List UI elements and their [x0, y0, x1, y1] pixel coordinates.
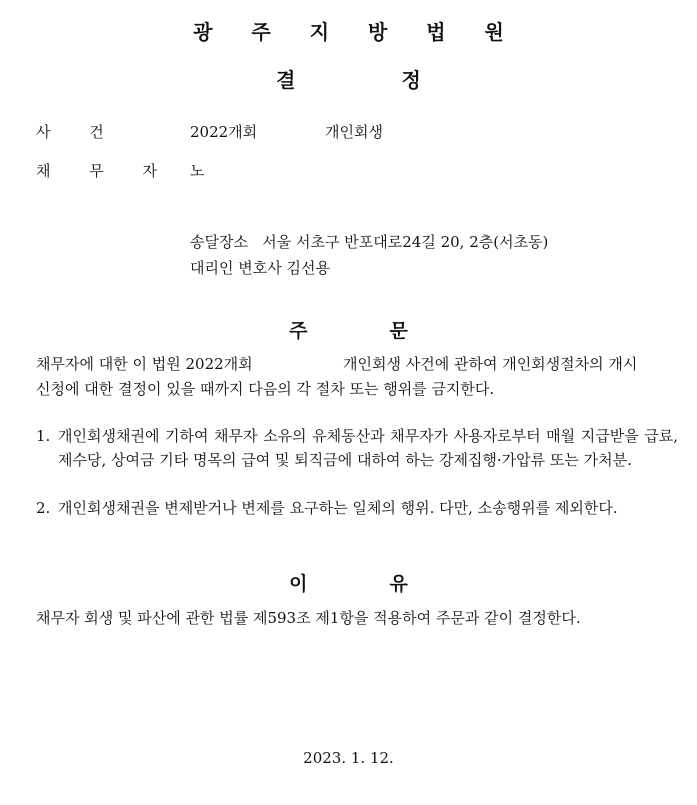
order-intro-part1: 채무자에 대한 이 법원 2022개회: [36, 355, 253, 373]
decision-title: [0, 64, 697, 93]
debtor-name: 노: [190, 162, 205, 180]
case-number: 2022개회: [190, 123, 258, 141]
order-item-text: 개인회생채권에 기하여 채무자 소유의 유체동산과 채무자가 사용자로부터 매월 지급받을 급료, 제수당, 상여금 기타 명목의 급여 및 퇴직금에 대하여 하는 강제집행·가압류 또는 가처분.: [58, 427, 678, 469]
order-item-2: [36, 496, 678, 520]
service-address-value: 서울 서초구 반포대로24길 20, 2층(서초동): [262, 233, 549, 251]
reason-title-right: 유: [389, 573, 408, 595]
order-section-title: [0, 316, 697, 343]
order-intro-line2: 신청에 대한 결정이 있을 때까지 다음의 각 절차 또는 행위를 금지한다.: [36, 380, 495, 398]
reason-title-left: 이: [289, 573, 308, 595]
decision-title-left: 결: [276, 68, 296, 92]
order-intro-part2: 개인회생 사건에 관하여 개인회생절차의 개시: [343, 355, 638, 373]
reason-section-title: [0, 569, 697, 596]
service-address-label: 송달장소: [190, 233, 248, 251]
case-label: 사 건: [36, 123, 121, 141]
decision-date: 2023. 1. 12.: [303, 749, 394, 767]
order-title-right: 문: [389, 320, 408, 342]
agent: 대리인 변호사 김선용: [190, 259, 330, 277]
court-name: 광 주 지 방 법 원: [193, 20, 520, 44]
order-item-text: 개인회생채권을 변제받거나 변제를 요구하는 일체의 행위. 다만, 소송행위를 제외한다.: [58, 499, 618, 517]
debtor-label: 채 무 자: [36, 162, 175, 180]
case-name: 개인회생: [325, 123, 383, 141]
reason-text: 채무자 회생 및 파산에 관한 법률 제593조 제1항을 적용하여 주문과 같이 결정한다.: [36, 609, 581, 627]
order-title-left: 주: [289, 320, 308, 342]
service-address: [190, 231, 548, 252]
order-item-number: 1.: [36, 427, 51, 445]
order-item-1: [36, 424, 678, 472]
order-item-number: 2.: [36, 499, 51, 517]
decision-title-right: 정: [401, 68, 421, 92]
